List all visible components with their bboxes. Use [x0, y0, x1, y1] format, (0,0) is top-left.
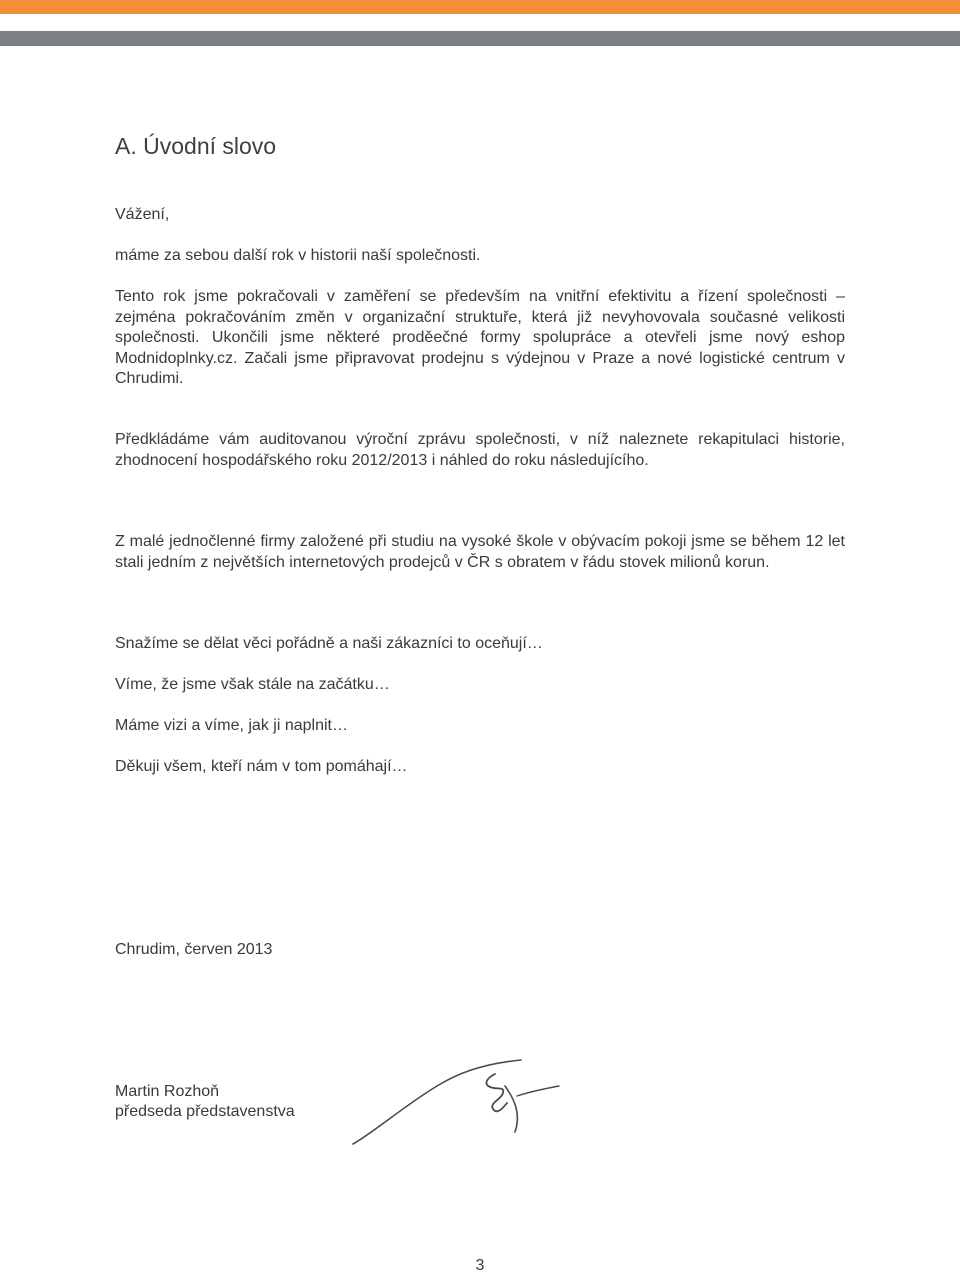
statement-thanks: Děkuji všem, kteří nám v tom pomáhají…	[115, 758, 408, 775]
greeting: Vážení,	[115, 206, 170, 223]
intro-sentence: máme za sebou další rok v historii naší společnosti.	[115, 247, 481, 264]
statement-vision: Máme vizi a víme, jak ji naplnit…	[115, 717, 348, 734]
paragraph-year-summary: Tento rok jsme pokračovali v zaměření se především na vnitřní efektivitu a řízení společnosti – zejména pokračováním změn v organizační struktuře, která již nevyhovovala současné velikosti společnosti. Ukončili jsme některé proděečné formy spolupráce a otevřeli jsme nový eshop Modnidoplnky.cz. Začali jsme připravovat prodejnu s výdejnou v Praze a nové logistické centrum v Chrudimi.	[115, 288, 845, 387]
paragraph-company-history: Z malé jednočlenné firmy založené při studiu na vysoké škole v obývacím pokoji jsme se během 12 let stali jedním z největších internetových prodejců v ČR s obratem v řádu stovek milionů korun.	[115, 533, 845, 571]
paragraph-annual-report: Předkládáme vám auditovanou výroční zprávu společnosti, v níž naleznete rekapitulaci historie, zhodnocení hospodářského roku 2012/2013 i náhled do roku následujícího.	[115, 431, 845, 469]
page-number: 3	[475, 1257, 485, 1274]
page-title: A. Úvodní slovo	[115, 133, 277, 159]
handwritten-signature	[345, 1056, 565, 1148]
place-and-date: Chrudim, červen 2013	[115, 941, 273, 958]
header-gray-bar	[0, 31, 960, 46]
statement-beginning: Víme, že jsme však stále na začátku…	[115, 676, 390, 693]
signatory-title: předseda představenstva	[115, 1103, 295, 1120]
header-accent-bar	[0, 0, 960, 14]
statement-quality: Snažíme se dělat věci pořádně a naši zákazníci to oceňují…	[115, 635, 543, 652]
signatory-name: Martin Rozhoň	[115, 1083, 220, 1100]
